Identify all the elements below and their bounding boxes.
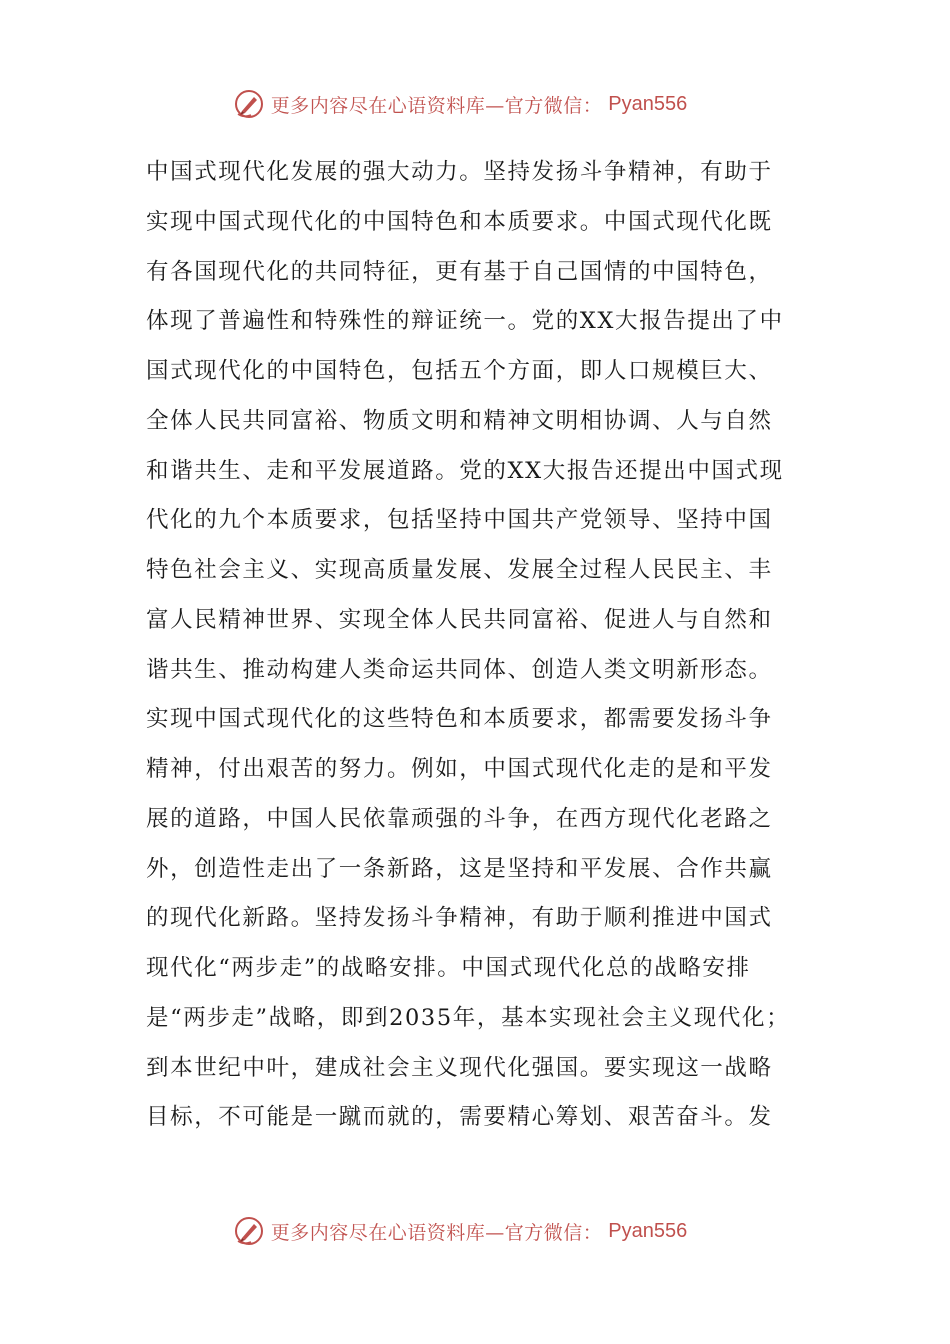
body-line: 实现中国式现代化的中国特色和本质要求。中国式现代化既: [146, 208, 773, 235]
body-line: 富人民精神世界、实现全体人民共同富裕、促进人与自然和: [146, 606, 773, 633]
body-line: 代化的九个本质要求，包括坚持中国共产党领导、坚持中国: [146, 507, 773, 534]
body-line: 中国式现代化发展的强大动力。坚持发扬斗争精神，有助于: [146, 159, 773, 185]
body-line: 外，创造性走出了一条新路，这是坚持和平发展、合作共赢: [146, 855, 773, 882]
document-body: [146, 148, 798, 1143]
body-line: 国式现代化的中国特色，包括五个方面，即人口规模巨大、: [146, 358, 773, 384]
body-line: 特色社会主义、实现高质量发展、发展全过程人民民主、丰: [146, 557, 773, 583]
footer-banner-content: [233, 1215, 687, 1247]
footer-banner-text: 更多内容尽在心语资料库—官方微信：: [270, 1221, 603, 1244]
body-line: 精神，付出艰苦的努力。例如，中国式现代化走的是和平发: [146, 756, 773, 782]
pen-seal-icon: [233, 88, 265, 120]
body-line: 有各国现代化的共同特征，更有基于自己国情的中国特色，: [146, 258, 773, 285]
body-line: 和谐共生、走和平发展道路。党的XX大报告还提出中国式现: [146, 457, 784, 484]
footer-wechat-handle: Pyan556: [608, 1219, 688, 1242]
header-banner-content: [233, 88, 687, 120]
header-wechat-handle: Pyan556: [608, 92, 688, 115]
pen-seal-icon: [233, 1215, 265, 1247]
body-line: 谐共生、推动构建人类命运共同体、创造人类文明新形态。: [146, 656, 773, 683]
header-banner-text: 更多内容尽在心语资料库—官方微信：: [270, 94, 603, 117]
body-line: 全体人民共同富裕、物质文明和精神文明相协调、人与自然: [146, 407, 773, 434]
body-line: 现代化“两步走”的战略安排。中国式现代化总的战略安排: [146, 955, 751, 981]
body-line: 到本世纪中叶，建成社会主义现代化强国。要实现这一战略: [146, 1054, 773, 1081]
body-line: 体现了普遍性和特殊性的辩证统一。党的XX大报告提出了中: [146, 308, 784, 335]
page-header-banner: [0, 84, 950, 124]
body-line: 目标，不可能是一蹴而就的，需要精心筹划、艰苦奋斗。发: [146, 1104, 773, 1131]
body-line: 实现中国式现代化的这些特色和本质要求，都需要发扬斗争: [146, 706, 773, 733]
body-line: 展的道路，中国人民依靠顽强的斗争，在西方现代化老路之: [146, 805, 773, 832]
body-line: 是“两步走”战略，即到2035年，基本实现社会主义现代化；: [146, 1004, 791, 1031]
body-line: 的现代化新路。坚持发扬斗争精神，有助于顺利推进中国式: [146, 905, 773, 932]
page-footer-banner: [0, 1211, 950, 1251]
